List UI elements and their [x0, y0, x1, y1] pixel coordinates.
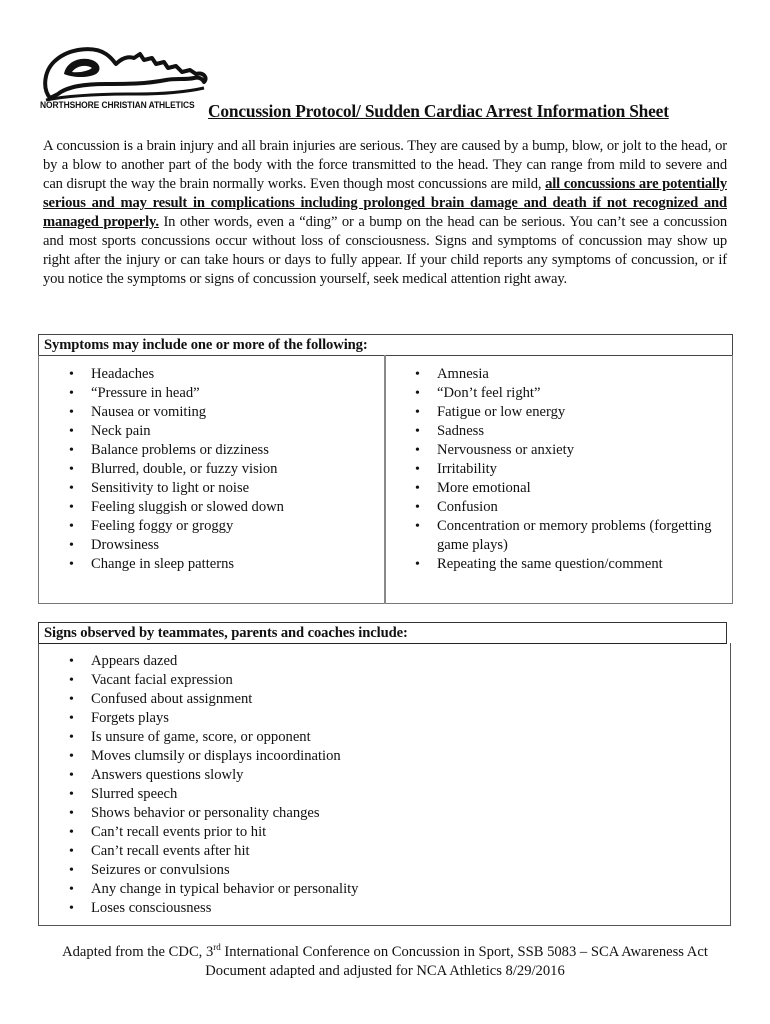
list-item: • Shows behavior or personality changes — [69, 804, 569, 823]
symptoms-right-list — [415, 365, 715, 574]
list-item: • Change in sleep patterns — [69, 555, 369, 574]
list-item: • Headaches — [69, 365, 369, 384]
footer-line-1-text-2: International Conference on Concussion in Sport, SSB 5083 – SCA Awareness Act — [220, 944, 708, 960]
list-item: • Confusion — [415, 498, 715, 517]
list-item: • Seizures or convulsions — [69, 861, 569, 880]
list-item: • Confused about assignment — [69, 690, 569, 709]
list-item: • Sadness — [415, 422, 715, 441]
intro-text-2: In other words, even a “ding” or a bump on the head can be serious. You can’t see a concussion and most sports concussions occur without loss of consciousness. Signs and symptoms of concussion may show up right after the injury or can take hours or days to fully appear. If your child reports any symptoms of concussion, or if you notice the symptoms or signs of concussion yourself, seek medical attention right away. — [43, 214, 727, 287]
footer-superscript: rd — [213, 942, 221, 952]
symptoms-heading: Symptoms may include one or more of the following: — [44, 337, 368, 353]
list-item: • Concentration or memory problems (forgetting game plays) — [415, 517, 715, 555]
list-item: • “Pressure in head” — [69, 384, 369, 403]
list-item: • Feeling sluggish or slowed down — [69, 498, 369, 517]
list-item: • Can’t recall events prior to hit — [69, 823, 569, 842]
gator-eye-icon — [36, 44, 216, 104]
symptoms-column-divider — [384, 355, 386, 604]
intro-text-1: A concussion is a brain injury and all brain injuries are serious. They are caused by a bump, blow, or jolt to the head, or by a blow to another part of the body with the force transmitted to the head. They can range from mild to severe and can disrupt the way the brain normally works. Even though most concussions are mild, — [43, 138, 727, 192]
list-item: • “Don’t feel right” — [415, 384, 715, 403]
footer-line-1-text: Adapted from the CDC, 3 — [62, 944, 214, 960]
signs-heading: Signs observed by teammates, parents and coaches include: — [44, 625, 408, 641]
list-item: • Slurred speech — [69, 785, 569, 804]
list-item: • Fatigue or low energy — [415, 403, 715, 422]
list-item: • Forgets plays — [69, 709, 569, 728]
list-item: • Nausea or vomiting — [69, 403, 369, 422]
list-item: • Drowsiness — [69, 536, 369, 555]
list-item: • Appears dazed — [69, 652, 569, 671]
list-item: • More emotional — [415, 479, 715, 498]
list-item: • Moves clumsily or displays incoordination — [69, 747, 569, 766]
footer-citation — [0, 943, 770, 981]
list-item: • Is unsure of game, score, or opponent — [69, 728, 569, 747]
list-item: • Can’t recall events after hit — [69, 842, 569, 861]
list-item: • Any change in typical behavior or personality — [69, 880, 569, 899]
list-item: • Loses consciousness — [69, 899, 569, 918]
list-item: • Sensitivity to light or noise — [69, 479, 369, 498]
footer-line-1 — [0, 943, 770, 962]
list-item: • Balance problems or dizziness — [69, 441, 369, 460]
list-item: • Nervousness or anxiety — [415, 441, 715, 460]
footer-line-2: Document adapted and adjusted for NCA Athletics 8/29/2016 — [205, 963, 565, 979]
list-item: • Neck pain — [69, 422, 369, 441]
signs-list — [69, 652, 569, 918]
list-item: • Amnesia — [415, 365, 715, 384]
page-title: Concussion Protocol/ Sudden Cardiac Arrest Information Sheet — [208, 101, 669, 121]
list-item: • Blurred, double, or fuzzy vision — [69, 460, 369, 479]
intro-paragraph — [43, 137, 727, 289]
list-item: • Irritability — [415, 460, 715, 479]
list-item: • Feeling foggy or groggy — [69, 517, 369, 536]
intro-emphasis: all concussions are potentially serious and may result in complications including prolonged brain damage and death if not recognized and managed properly. — [43, 176, 727, 230]
logo-text: NORTHSHORE CHRISTIAN ATHLETICS — [40, 100, 195, 110]
logo — [36, 44, 216, 118]
symptoms-left-list — [69, 365, 369, 574]
list-item: • Answers questions slowly — [69, 766, 569, 785]
list-item: • Vacant facial expression — [69, 671, 569, 690]
list-item: • Repeating the same question/comment — [415, 555, 715, 574]
